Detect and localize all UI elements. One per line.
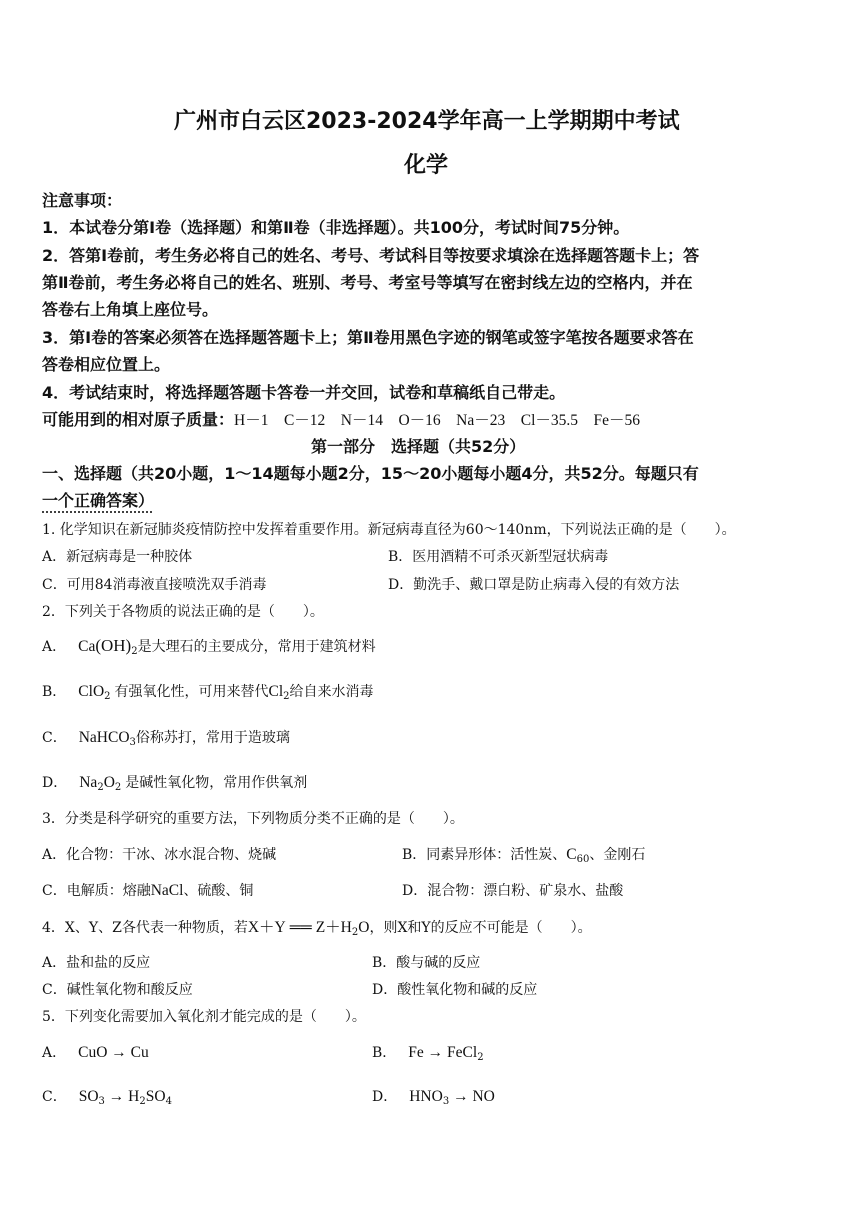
q2-b-subscript-2: 2 bbox=[283, 691, 290, 702]
q2-option-a bbox=[42, 636, 376, 657]
q2-a-formula: Ca bbox=[78, 638, 96, 655]
q5-option-a bbox=[42, 1042, 149, 1062]
q3-b-text-2: 、金刚石 bbox=[589, 847, 646, 863]
notice-heading: 注意事项： bbox=[42, 191, 123, 210]
q1-stem: 1. 化学知识在新冠肺炎疫情防控中发挥着重要作用。新冠病毒直径为60～140nm，下列说法正确的是（ ）。 bbox=[42, 522, 736, 538]
q2-a-formula-2: (OH) bbox=[95, 636, 132, 655]
q4-equation-left: X＋Y bbox=[247, 919, 286, 936]
notice-item-3-line-2: 答卷相应位置上。 bbox=[42, 355, 171, 374]
q1-option-d: D．勤洗手、戴口罩是防止病毒入侵的有效方法 bbox=[388, 577, 680, 593]
q3-option-c bbox=[42, 880, 253, 900]
q5-c-formula-2: → H bbox=[104, 1088, 140, 1105]
notice-item-3-line-1: 3．第Ⅰ卷的答案必须答在选择题答题卡上；第Ⅱ卷用黑色字迹的钢笔或签字笔按各题要求答在 bbox=[42, 328, 694, 347]
q2-b-text: 有强氧化性，可用来替代 bbox=[114, 684, 269, 700]
q5-c-formula: SO bbox=[78, 1088, 99, 1105]
section-instructions-line-1: 一、选择题（共20小题，1～14题每小题2分，15～20小题每小题4分，共52分。每题只有 bbox=[42, 464, 699, 483]
q3-b-text: B．同素异形体：活性炭、 bbox=[402, 847, 567, 863]
q4-stem bbox=[42, 915, 592, 938]
q3-c-text-2: 、硫酸、铜 bbox=[183, 883, 254, 899]
q2-option-b bbox=[42, 681, 374, 702]
q1-option-b: B．医用酒精不可杀灭新型冠状病毒 bbox=[388, 549, 609, 565]
q5-c-subscript-3: 4 bbox=[165, 1096, 172, 1107]
notice-item-1: 1．本试卷分第Ⅰ卷（选择题）和第Ⅱ卷（非选择题）。共100分，考试时间75分钟。 bbox=[42, 218, 630, 237]
q4-equation-subscript: 2 bbox=[351, 927, 359, 938]
q5-c-subscript-2: 2 bbox=[139, 1096, 146, 1107]
q4-stem-pre: 4．X、Y、Z各代表一种物质，若 bbox=[42, 920, 248, 936]
q5-a-formula: CuO → Cu bbox=[78, 1044, 149, 1061]
q5-c-formula-3: SO bbox=[145, 1088, 166, 1105]
q5-d-formula: HNO bbox=[409, 1088, 443, 1105]
q4-option-c: C．碱性氧化物和酸反应 bbox=[42, 982, 193, 998]
q5-b-formula: Fe → FeCl bbox=[408, 1044, 478, 1061]
atomic-mass-line bbox=[42, 407, 640, 430]
q5-a-label: A． bbox=[42, 1045, 67, 1061]
q1-option-a: A．新冠病毒是一种胶体 bbox=[42, 549, 193, 565]
q5-d-subscript: 3 bbox=[442, 1096, 450, 1107]
q2-b-formula-2: Cl bbox=[268, 683, 284, 700]
exam-title: 广州市白云区2023-2024学年高一上学期期中考试 bbox=[174, 109, 680, 134]
q3-c-text: C．电解质：熔融 bbox=[42, 883, 151, 899]
q4-option-b: B．酸与碱的反应 bbox=[372, 955, 481, 971]
q5-c-subscript: 3 bbox=[98, 1096, 105, 1107]
q2-c-formula: NaHCO bbox=[78, 729, 130, 746]
notice-item-2-line-3: 答卷右上角填上座位号。 bbox=[42, 300, 219, 319]
q3-option-a: A．化合物：干冰、冰水混合物、烧碱 bbox=[42, 847, 277, 863]
part-heading: 第一部分 选择题（共52分） bbox=[311, 437, 526, 456]
q3-stem: 3．分类是科学研究的重要方法，下列物质分类不正确的是（ ）。 bbox=[42, 811, 464, 827]
q5-option-d bbox=[372, 1086, 495, 1107]
q5-stem: 5．下列变化需要加入氧化剂才能完成的是（ ）。 bbox=[42, 1009, 366, 1025]
q2-option-d bbox=[42, 772, 307, 793]
q4-equation-sign: ══ bbox=[289, 919, 312, 936]
q2-option-c bbox=[42, 727, 290, 748]
q2-d-formula-2: O bbox=[103, 774, 115, 791]
q2-a-label: A． bbox=[42, 639, 67, 655]
q4-option-d: D．酸性氧化物和碱的反应 bbox=[372, 982, 538, 998]
q5-option-c bbox=[42, 1086, 172, 1107]
subject-title: 化学 bbox=[404, 153, 449, 178]
q5-b-subscript: 2 bbox=[477, 1052, 484, 1063]
q5-c-label: C． bbox=[42, 1089, 67, 1105]
q2-b-formula: ClO bbox=[78, 683, 105, 700]
q3-c-formula: NaCl bbox=[150, 882, 184, 899]
q2-stem: 2．下列关于各物质的说法正确的是（ ）。 bbox=[42, 604, 324, 620]
q4-equation-end: O bbox=[358, 919, 370, 936]
notice-item-4: 4．考试结束时，将选择题答题卡答卷一并交回，试卷和草稿纸自己带走。 bbox=[42, 383, 566, 402]
q2-b-subscript: 2 bbox=[104, 691, 111, 702]
q4-equation-right: Z＋H bbox=[315, 919, 352, 936]
q5-b-label: B． bbox=[372, 1045, 397, 1061]
q3-b-formula: C bbox=[566, 846, 577, 863]
q4-option-a: A．盐和盐的反应 bbox=[42, 955, 151, 971]
q2-d-text: 是碱性氧化物，常用作供氧剂 bbox=[125, 775, 308, 791]
q2-a-subscript: 2 bbox=[131, 646, 138, 657]
q5-option-b bbox=[372, 1042, 484, 1063]
q2-d-subscript-2: 2 bbox=[114, 782, 122, 793]
q5-d-formula-2: → NO bbox=[449, 1088, 495, 1105]
q2-b-label: B． bbox=[42, 684, 67, 700]
section-instructions-line-2: 一个正确答案） bbox=[42, 491, 155, 510]
q1-option-c: C．可用84消毒液直接喷洗双手消毒 bbox=[42, 577, 267, 593]
q3-option-d: D．混合物：漂白粉、矿泉水、盐酸 bbox=[402, 883, 624, 899]
q2-c-label: C． bbox=[42, 730, 67, 746]
q2-d-label: D． bbox=[42, 775, 68, 791]
notice-item-2-line-1: 2．答第Ⅰ卷前，考生务必将自己的姓名、考号、考试科目等按要求填涂在选择题答题卡上；答 bbox=[42, 246, 700, 265]
q4-stem-post: ，则X和Y的反应不可能是（ ）。 bbox=[369, 920, 592, 936]
q2-a-text: 是大理石的主要成分，常用于建筑材料 bbox=[137, 639, 376, 655]
q2-d-formula: Na bbox=[79, 774, 98, 791]
q2-c-subscript: 3 bbox=[129, 737, 136, 748]
q3-b-subscript: 60 bbox=[576, 854, 590, 865]
q2-d-subscript: 2 bbox=[97, 782, 104, 793]
q2-c-text: 俗称苏打，常用于造玻璃 bbox=[135, 730, 290, 746]
q3-option-b bbox=[402, 844, 645, 865]
atomic-mass-label: 可能用到的相对原子质量： bbox=[42, 410, 235, 429]
atomic-mass-values: H－1 C－12 N－14 O－16 Na－23 Cl－35.5 Fe－56 bbox=[234, 412, 641, 429]
notice-item-2-line-2: 第Ⅱ卷前，考生务必将自己的姓名、班别、考号、考室号等填写在密封线左边的空格内，并在 bbox=[42, 273, 693, 292]
q2-b-text-2: 给自来水消毒 bbox=[289, 684, 374, 700]
q5-d-label: D． bbox=[372, 1089, 398, 1105]
